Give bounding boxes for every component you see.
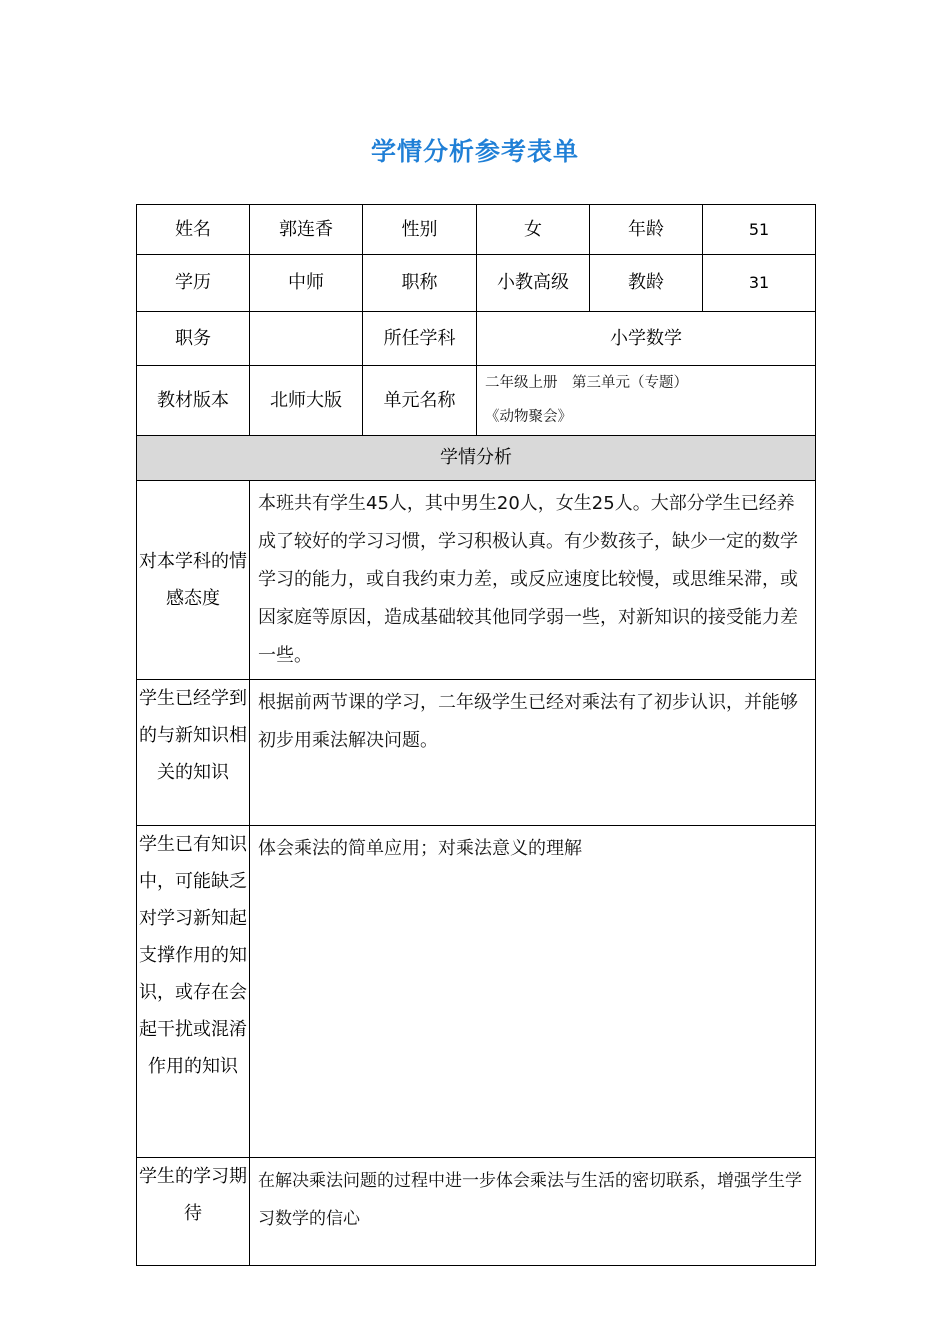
job-title-value: 小教高级 [477, 255, 590, 312]
unit-value [477, 366, 816, 436]
gender-value: 女 [477, 205, 590, 255]
prior-knowledge-content: 根据前两节课的学习，二年级学生已经对乘法有了初步认识，并能够初步用乘法解决问题。 [250, 680, 816, 826]
info-row-3 [137, 312, 816, 366]
gender-label: 性别 [363, 205, 477, 255]
attitude-label: 对本学科的情感态度 [137, 481, 250, 680]
info-row-4 [137, 366, 816, 436]
teaching-years-value: 31 [703, 255, 816, 312]
subject-value: 小学数学 [477, 312, 816, 366]
analysis-row-missing-knowledge [137, 826, 816, 1158]
analysis-row-expectation [137, 1158, 816, 1266]
analysis-form-table [136, 204, 816, 1266]
duty-value [250, 312, 363, 366]
section-header-row [137, 436, 816, 481]
page-title: 学情分析参考表单 [370, 137, 579, 166]
textbook-label: 教材版本 [137, 366, 250, 436]
expectation-content: 在解决乘法问题的过程中进一步体会乘法与生活的密切联系，增强学生学习数学的信心 [250, 1158, 816, 1266]
textbook-value: 北师大版 [250, 366, 363, 436]
name-value: 郭连香 [250, 205, 363, 255]
teaching-years-label: 教龄 [590, 255, 703, 312]
education-label: 学历 [137, 255, 250, 312]
age-value: 51 [703, 205, 816, 255]
missing-knowledge-content: 体会乘法的简单应用；对乘法意义的理解 [250, 826, 816, 1158]
analysis-row-attitude [137, 481, 816, 680]
subject-label: 所任学科 [363, 312, 477, 366]
expectation-label: 学生的学习期待 [137, 1158, 250, 1266]
attitude-content: 本班共有学生45人，其中男生20人，女生25人。大部分学生已经养成了较好的学习习惯，学习积极认真。有少数孩子，缺少一定的数学学习的能力，或自我约束力差，或反应速度比较慢，或思维呆滞，或因家庭等原因，造成基础较其他同学弱一些，对新知识的接受能力差一些。 [250, 481, 816, 680]
name-label: 姓名 [137, 205, 250, 255]
duty-label: 职务 [137, 312, 250, 366]
job-title-label: 职称 [363, 255, 477, 312]
analysis-row-prior-knowledge [137, 680, 816, 826]
unit-label: 单元名称 [363, 366, 477, 436]
age-label: 年龄 [590, 205, 703, 255]
unit-line-1: 二年级上册 第三单元（专题） [485, 375, 688, 391]
prior-knowledge-label: 学生已经学到的与新知识相关的知识 [137, 680, 250, 826]
info-row-1 [137, 205, 816, 255]
unit-line-2: 《动物聚会》 [485, 409, 572, 425]
missing-knowledge-label: 学生已有知识中，可能缺乏对学习新知起支撑作用的知识，或存在会起干扰或混淆作用的知识 [137, 826, 250, 1158]
section-heading: 学情分析 [137, 436, 816, 481]
education-value: 中师 [250, 255, 363, 312]
info-row-2 [137, 255, 816, 312]
